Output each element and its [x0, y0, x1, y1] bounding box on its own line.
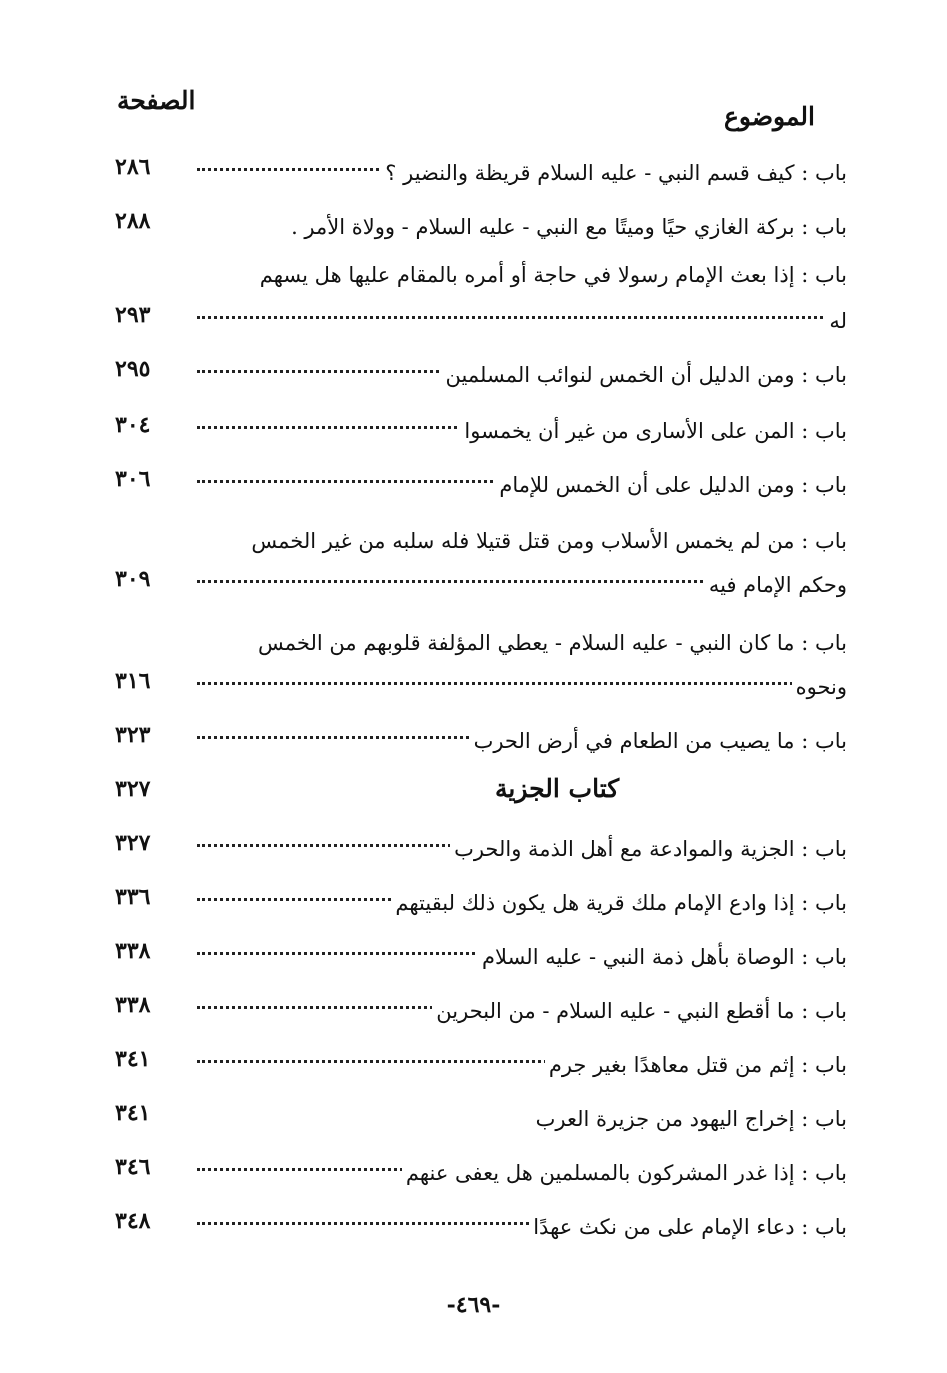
toc-page-number: ٣٣٨ [115, 938, 151, 964]
toc-page-number: ٣٣٦ [115, 884, 151, 910]
footer-page-number: -٤٦٩- [446, 1292, 501, 1318]
section-title: كتاب الجزية [495, 774, 620, 803]
toc-page-number: ٣٣٨ [115, 992, 151, 1018]
toc-title: باب : إذا غدر المشركون بالمسلمين هل يعفى عنهم [402, 1158, 847, 1188]
toc-title-line: باب : ما كان النبي - عليه السلام - يعطي المؤلفة قلوبهم من الخمس [254, 628, 847, 658]
toc-page-number: ٣٢٧ [115, 830, 151, 856]
toc-entry [115, 256, 847, 352]
toc-entry [115, 624, 847, 718]
toc-entry [115, 1206, 847, 1258]
toc-entry [115, 206, 847, 258]
toc-page-number: ٢٩٥ [115, 356, 151, 382]
toc-page-number: ٢٨٨ [115, 208, 151, 234]
toc-title: باب : المن على الأسارى من غير أن يخمسوا [460, 416, 847, 446]
toc-title: باب : ما يصيب من الطعام في أرض الحرب [470, 726, 847, 756]
toc-title: باب : الوصاة بأهل ذمة النبي - عليه السلام [478, 942, 847, 972]
leader-dots [197, 316, 847, 319]
toc-page-number: ٢٩٣ [115, 302, 151, 328]
section-page-number: ٣٢٧ [115, 776, 151, 802]
toc-page-number: ٣٢٣ [115, 722, 151, 748]
toc-page-number: ٣٤٨ [115, 1208, 151, 1234]
toc-entry [115, 1098, 847, 1150]
toc-title: باب : إثم من قتل معاهدًا بغير جرم [545, 1050, 847, 1080]
toc-title: باب : كيف قسم النبي - عليه السلام قريظة والنضير ؟ [381, 158, 847, 188]
toc-page-number: ٣٠٤ [115, 412, 151, 438]
toc-title: باب : دعاء الإمام على من نكث عهدًا [529, 1212, 847, 1242]
toc-entry [115, 464, 847, 516]
toc-title-line: باب : من لم يخمس الأسلاب ومن قتل قتيلا فله سلبه من غير الخمس [247, 526, 847, 556]
header-topic: الموضوع [724, 102, 815, 131]
toc-entry [115, 152, 847, 204]
section-heading-row [115, 774, 847, 826]
toc-title: باب : ومن الدليل على أن الخمس للإمام [495, 470, 847, 500]
toc-title: باب : ومن الدليل أن الخمس لنوائب المسلمين [442, 360, 847, 390]
toc-entry [115, 882, 847, 934]
toc-entry [115, 522, 847, 616]
toc-title: باب : إخراج اليهود من جزيرة العرب [532, 1104, 847, 1134]
toc-title: باب : الجزية والموادعة مع أهل الذمة والحرب [450, 834, 847, 864]
toc-page-number: ٣١٦ [115, 668, 151, 694]
toc-title: باب : إذا وادع الإمام ملك قرية هل يكون ذلك لبقيتهم [391, 888, 847, 918]
toc-title: له [825, 306, 847, 336]
toc-page-number: ٣٠٩ [115, 566, 151, 592]
toc-entry [115, 936, 847, 988]
leader-dots [197, 682, 847, 685]
toc-title: باب : بركة الغازي حيًا وميتًا مع النبي - عليه السلام - وولاة الأمر . [287, 212, 847, 242]
toc-title: باب : ما أقطع النبي - عليه السلام - من البحرين [432, 996, 847, 1026]
toc-entry [115, 1152, 847, 1204]
toc-title-line: باب : إذا بعث الإمام رسولا في حاجة أو أمره بالمقام عليها هل يسهم [256, 260, 847, 290]
toc-entry [115, 990, 847, 1042]
header-page: الصفحة [117, 86, 196, 115]
toc-entry [115, 354, 847, 406]
toc-entry [115, 410, 847, 462]
toc-page-number: ٣٤١ [115, 1046, 151, 1072]
toc-page-number: ٣٤٦ [115, 1154, 151, 1180]
toc-entry [115, 828, 847, 880]
toc-entry [115, 720, 847, 772]
toc-page-number: ٢٨٦ [115, 154, 151, 180]
toc-title: ونحوه [792, 672, 847, 702]
toc-entry [115, 1044, 847, 1096]
toc-title: وحكم الإمام فيه [705, 570, 847, 600]
toc-page-number: ٣٠٦ [115, 466, 151, 492]
toc-page-number: ٣٤١ [115, 1100, 151, 1126]
